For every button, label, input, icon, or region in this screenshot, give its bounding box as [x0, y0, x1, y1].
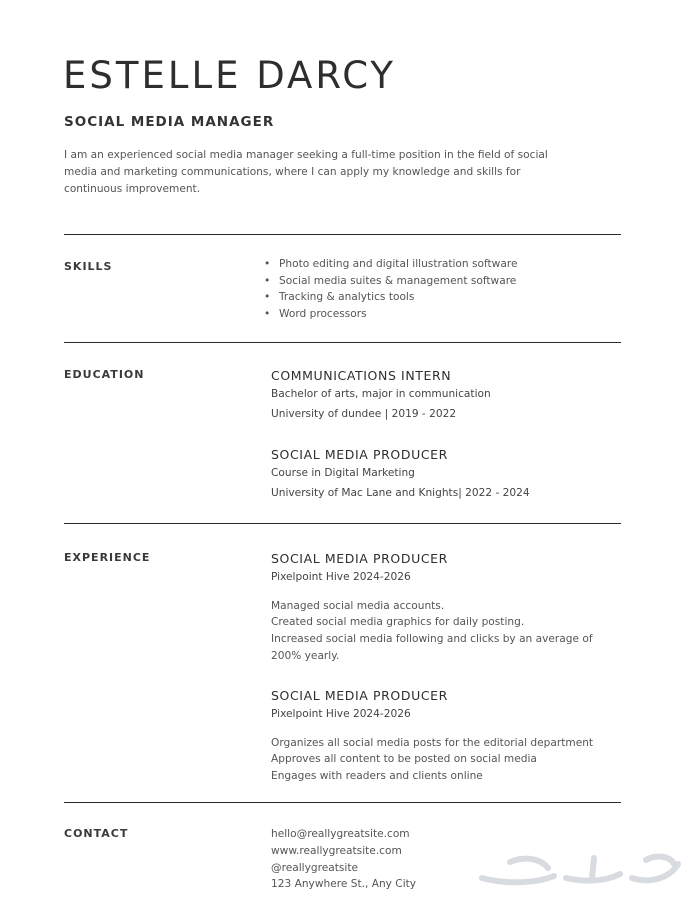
entry-title: SOCIAL MEDIA PRODUCER: [271, 688, 448, 703]
description-line: 200% yearly.: [271, 649, 340, 662]
contact-handle: @reallygreatsite: [271, 861, 359, 874]
summary-line: I am an experienced social media manager seeking a full-time position in the field of social: [64, 149, 548, 161]
education-entry: [271, 368, 491, 424]
summary: [64, 147, 609, 198]
skill-label: Tracking & analytics tools: [279, 291, 415, 304]
watermark-stroke: [592, 858, 594, 878]
description-line: Managed social media accounts.: [271, 599, 445, 612]
summary-line: media and marketing communications, where I can apply my knowledge and skills for: [64, 166, 521, 178]
section-divider: [64, 342, 621, 343]
entry-school: University of Mac Lane and Knights| 2022 - 2024: [271, 486, 530, 499]
education-heading: EDUCATION: [64, 368, 145, 381]
watermark-stroke: [632, 864, 678, 880]
contact-website: www.reallygreatsite.com: [271, 844, 402, 857]
job-title: SOCIAL MEDIA MANAGER: [64, 114, 275, 130]
contact-email: hello@reallygreatsite.com: [271, 828, 410, 840]
description-line: Created social media graphics for daily posting.: [271, 616, 525, 629]
contact-list: [271, 826, 416, 893]
resume-name: ESTELLE DARCY: [63, 54, 397, 97]
watermark-stroke: [510, 859, 548, 868]
skills-heading: SKILLS: [64, 260, 113, 273]
haraj-watermark-logo: [474, 848, 686, 894]
section-divider: [64, 523, 621, 524]
description-line: Engages with readers and clients online: [271, 770, 483, 783]
skill-item: [264, 273, 517, 290]
description-line: Increased social media following and clicks by an average of: [271, 633, 593, 646]
bullet: •: [264, 308, 271, 321]
entry-school: University of dundee | 2019 - 2022: [271, 407, 457, 420]
contact-address: 123 Anywhere St., Any City: [271, 878, 417, 891]
watermark-strokes: [482, 857, 678, 883]
entry-degree: Course in Digital Marketing: [271, 467, 415, 479]
bullet: •: [264, 274, 271, 287]
entry-description: [271, 735, 593, 785]
experience-heading: EXPERIENCE: [64, 551, 151, 564]
bullet: •: [264, 258, 271, 270]
skill-label: Photo editing and digital illustration software: [279, 258, 518, 270]
skills-list: [264, 256, 517, 323]
summary-line: continuous improvement.: [64, 183, 201, 195]
entry-company: Pixelpoint Hive 2024-2026: [271, 571, 411, 583]
contact-heading: CONTACT: [64, 827, 129, 840]
entry-title: SOCIAL MEDIA PRODUCER: [271, 447, 448, 462]
experience-entry: [271, 688, 593, 785]
skill-item: [264, 289, 517, 306]
entry-title: SOCIAL MEDIA PRODUCER: [271, 551, 448, 566]
entry-degree: Bachelor of arts, major in communication: [271, 388, 491, 400]
watermark-stroke: [482, 876, 554, 882]
watermark-stroke: [646, 857, 674, 864]
skill-item: [264, 306, 517, 323]
skill-item: [264, 256, 517, 273]
skill-label: Word processors: [279, 308, 367, 321]
experience-entry: [271, 551, 593, 665]
entry-company: Pixelpoint Hive 2024-2026: [271, 708, 411, 720]
entry-title: COMMUNICATIONS INTERN: [271, 368, 452, 383]
section-divider: [64, 234, 621, 235]
description-line: Organizes all social media posts for the editorial department: [271, 736, 594, 749]
education-entry: [271, 447, 530, 503]
entry-description: [271, 598, 593, 665]
skill-label: Social media suites & management software: [279, 274, 517, 287]
description-line: Approves all content to be posted on social media: [271, 753, 537, 766]
bullet: •: [264, 291, 271, 304]
section-divider: [64, 802, 621, 803]
